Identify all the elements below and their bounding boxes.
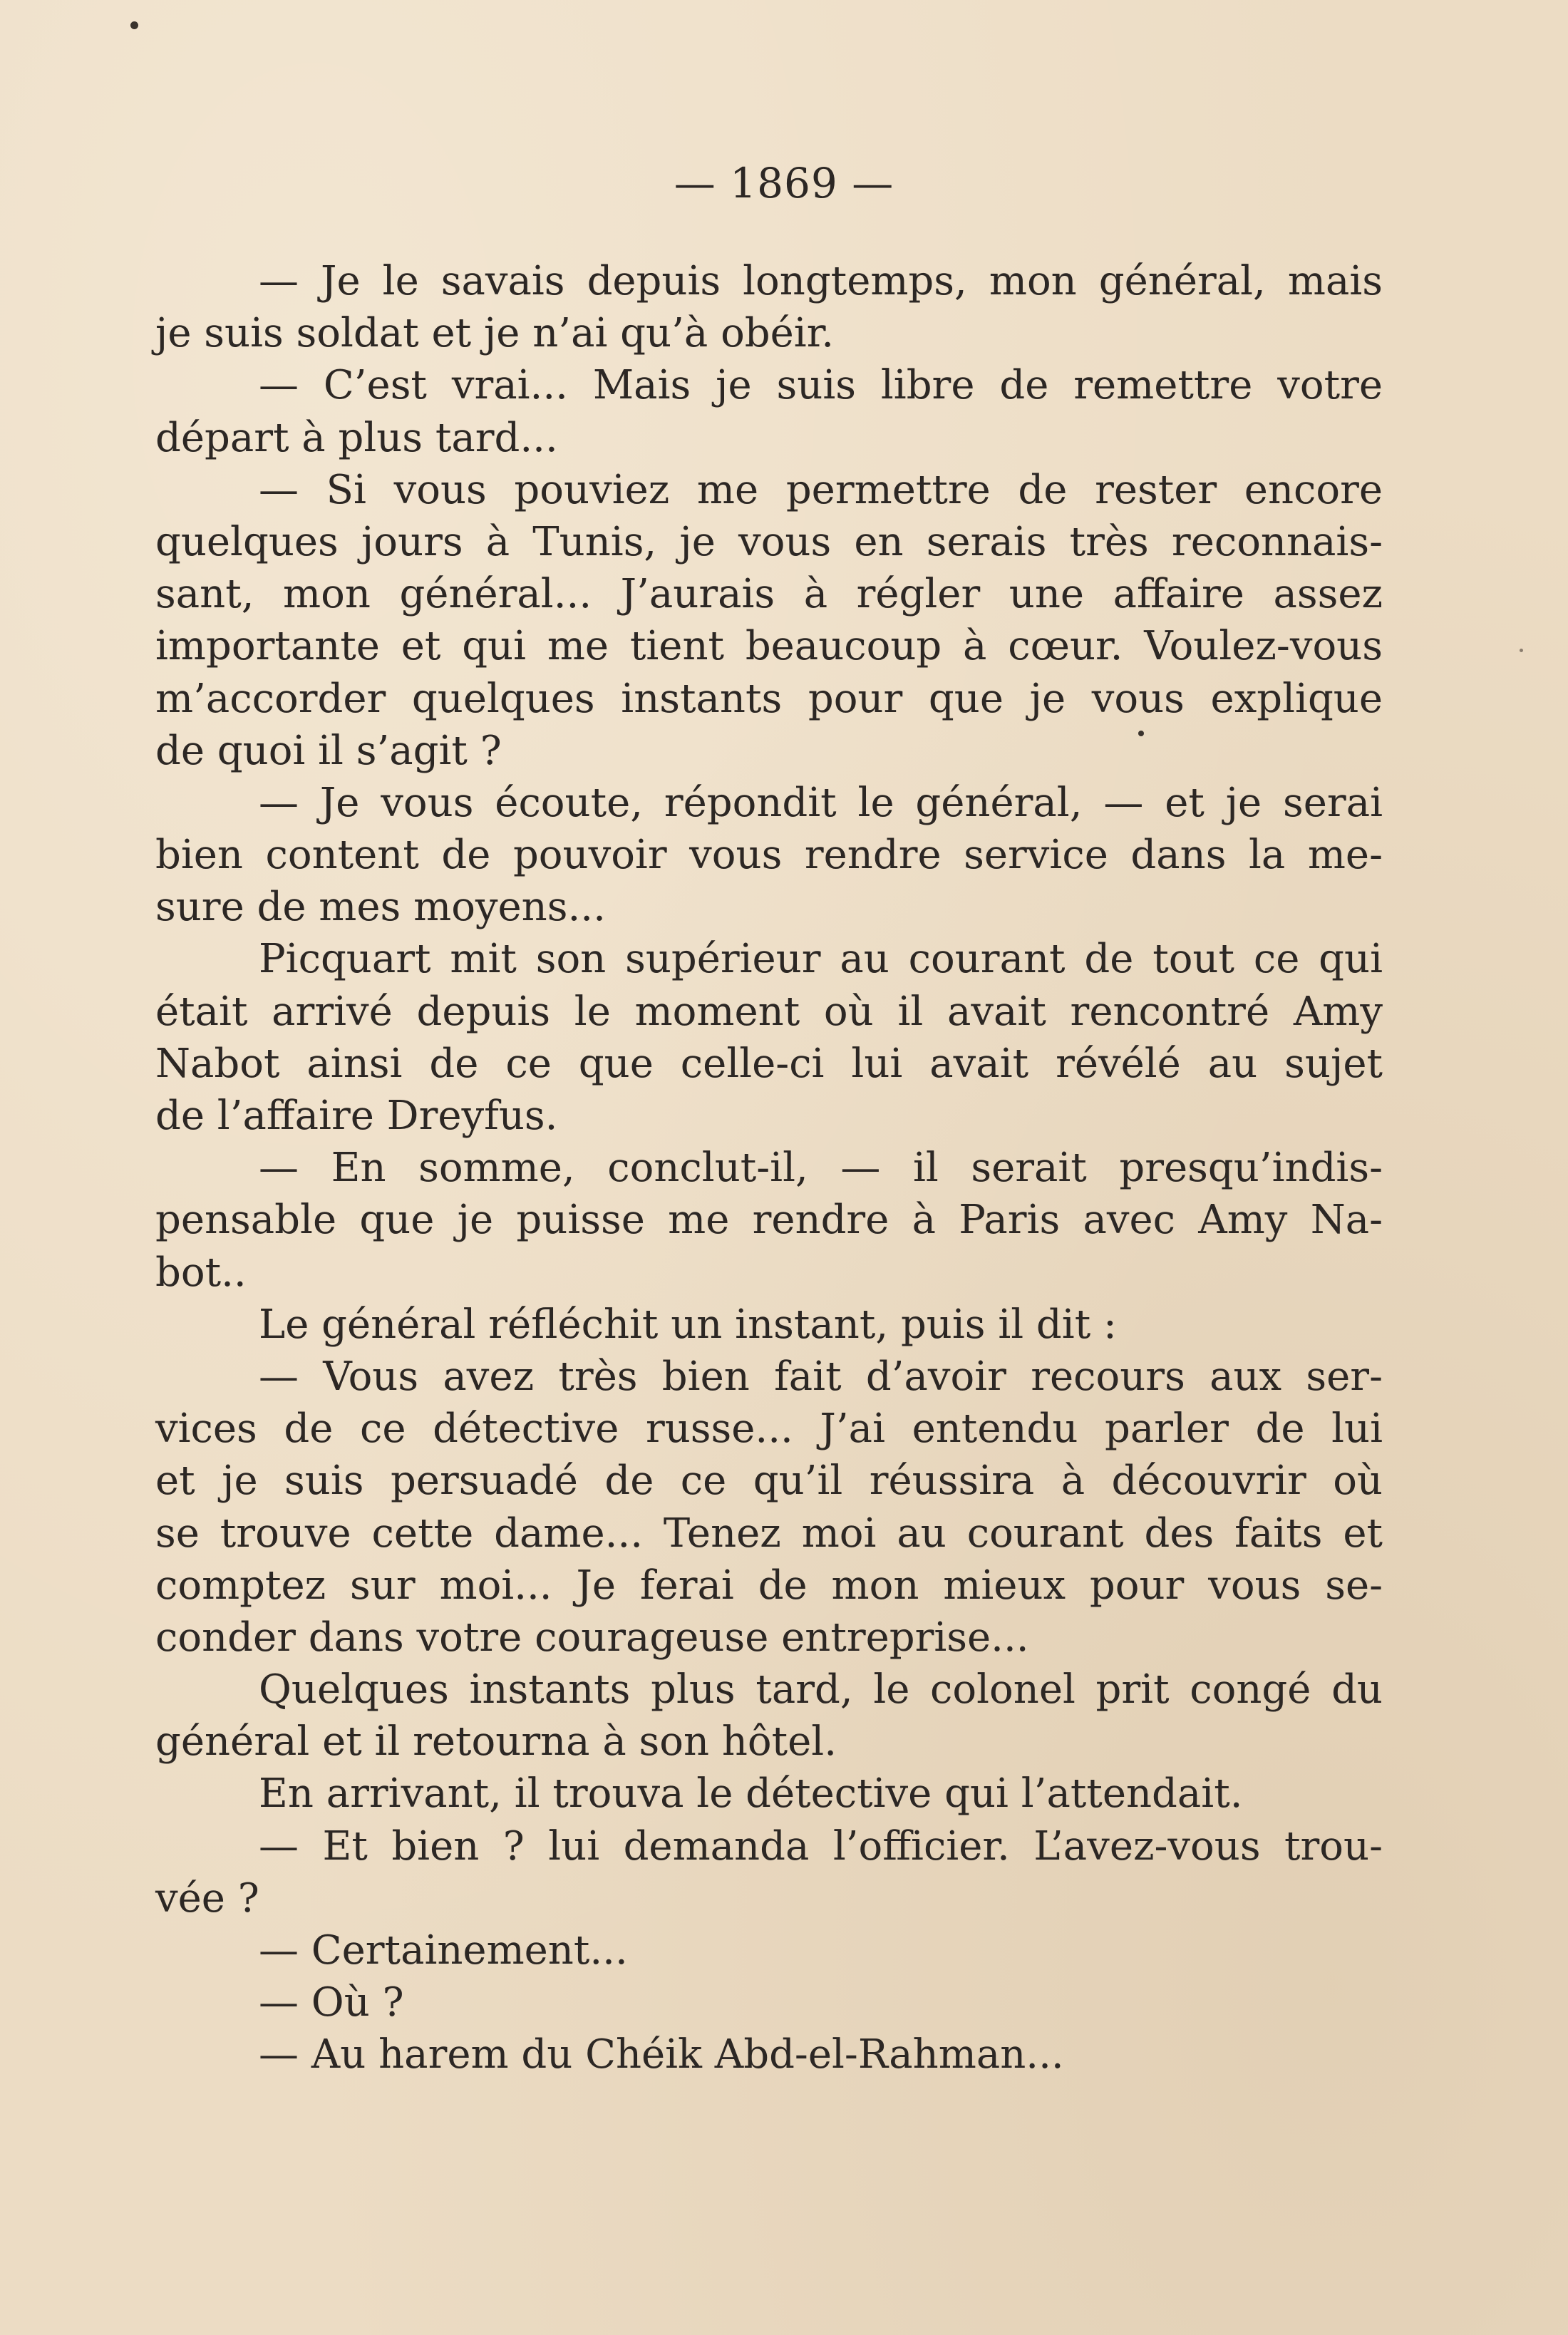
text-line: conder dans votre courageuse entreprise...	[155, 1614, 1029, 1661]
text-line: général et il retourna à son hôtel.	[155, 1718, 837, 1766]
text-line: — Certainement...	[259, 1927, 628, 1974]
text-line: vices de ce détective russe... J’ai entendu parler de lui	[155, 1406, 1383, 1453]
text-line: Picquart mit son supérieur au courant de tout ce qui	[259, 936, 1383, 983]
text-line: de l’affaire Dreyfus.	[155, 1093, 558, 1139]
text-line: de quoi il s’agit ?	[155, 727, 502, 774]
text-line: pensable que je puisse me rendre à Paris avec Amy Na-	[155, 1197, 1383, 1244]
text-line: Le général réfléchit un instant, puis il dit :	[259, 1301, 1117, 1348]
page-number: — 1869 —	[674, 159, 894, 207]
text-line: et je suis persuadé de ce qu’il réussira à découvrir où	[155, 1458, 1383, 1505]
text-line: vée ?	[155, 1875, 259, 1922]
text-line: importante et qui me tient beaucoup à cœur. Voulez-vous	[155, 623, 1383, 670]
ink-speck	[1520, 649, 1523, 652]
text-line: m’accorder quelques instants pour que je vous explique	[155, 675, 1383, 722]
text-line: — Vous avez très bien fait d’avoir recours aux ser-	[259, 1353, 1383, 1400]
text-line: était arrivé depuis le moment où il avait rencontré Amy	[155, 988, 1383, 1035]
text-line: Nabot ainsi de ce que celle-ci lui avait révélé au sujet	[155, 1040, 1383, 1087]
text-line: bot..	[155, 1249, 247, 1296]
text-line: — Je le savais depuis longtemps, mon général, mais	[259, 258, 1383, 304]
text-line: quelques jours à Tunis, je vous en serais très reconnais-	[155, 518, 1383, 565]
text-line: — C’est vrai... Mais je suis libre de remettre votre	[259, 362, 1383, 409]
text-line: — Je vous écoute, répondit le général, — et je serai	[259, 779, 1383, 826]
text-line: comptez sur moi... Je ferai de mon mieux pour vous se-	[155, 1562, 1383, 1609]
text-line: — Au harem du Chéik Abd-el-Rahman...	[259, 2031, 1064, 2078]
text-line: — Où ?	[259, 1979, 404, 2026]
text-line: — Si vous pouviez me permettre de rester encore	[259, 466, 1383, 513]
text-line: — Et bien ? lui demanda l’officier. L’avez-vous trou-	[259, 1823, 1383, 1870]
text-line: se trouve cette dame... Tenez moi au courant des faits et	[155, 1510, 1383, 1557]
text-line: bien content de pouvoir vous rendre service dans la me-	[155, 832, 1383, 879]
text-line: En arrivant, il trouva le détective qui l’attendait.	[259, 1770, 1243, 1818]
text-line: je suis soldat et je n’ai qu’à obéir.	[155, 310, 835, 357]
text-line: départ à plus tard...	[155, 414, 558, 461]
ink-speck	[130, 21, 138, 29]
text-line: Quelques instants plus tard, le colonel prit congé du	[259, 1666, 1383, 1713]
text-line: sant, mon général... J’aurais à régler une affaire assez	[155, 571, 1383, 618]
text-line: — En somme, conclut-il, — il serait presqu’indis-	[259, 1145, 1383, 1192]
text-line: sure de mes moyens...	[155, 884, 606, 931]
body-text	[155, 255, 1383, 2081]
